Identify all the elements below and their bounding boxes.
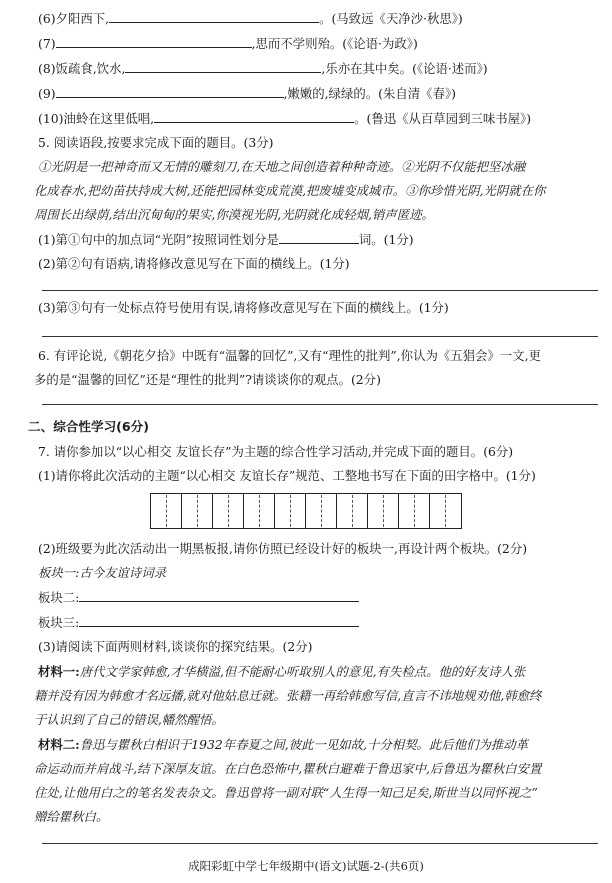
answer-blank[interactable] [79,612,359,627]
board-3 [38,612,598,634]
answer-line[interactable] [42,843,598,844]
material-2-text: 鲁迅与瞿秋白相识于1932年春夏之间,彼此一见如故,十分相契。此后他们为推动革 [79,737,529,752]
answer-blank[interactable] [154,108,354,123]
grid-cell[interactable] [182,494,213,528]
answer-blank[interactable] [56,33,252,48]
q5-title: 5. 阅读语段,按要求完成下面的题目。(3分) [38,135,274,150]
material-1-label: 材料一: [38,664,80,679]
q5-passage-line-1: ①光阴是一把神奇而又无情的雕刻刀,在天地之间创造着种种奇迹。②光阴不仅能把坚冰融 [38,159,526,174]
q5-sub-1 [38,229,598,251]
answer-blank[interactable] [109,8,319,23]
material-1-line-3: 于认识到了自己的错误,幡然醒悟。 [34,712,224,727]
answer-blank[interactable] [56,83,284,98]
q4-line-10 [38,108,598,130]
grid-cell[interactable] [306,494,337,528]
material-1-line-1 [38,661,598,683]
material-2-line-2: 命运动而并肩战斗,结下深厚友谊。在白色恐怖中,瞿秋白避难于鲁迅家中,后鲁迅为瞿秋白安置 [34,761,542,776]
q5-passage-line-2: 化成春水,把幼苗扶持成大树,还能把园林变成荒漠,把废墟变成城市。③你珍惜光阴,光阴就在你 [34,183,546,198]
q5-sub-2: (2)第②句有语病,请将修改意见写在下面的横线上。(1分) [38,256,350,271]
q4-8-suffix: ,乐亦在其中矣。(《论语·述而》) [321,61,488,76]
q4-10-suffix: 。(鲁迅《从百草园到三味书屋》) [354,111,532,126]
answer-blank[interactable] [125,58,321,73]
q4-6-prefix: (6)夕阳西下, [38,11,110,26]
q4-10-prefix: (10)油蛉在这里低唱, [38,111,155,126]
q4-7-prefix: (7) [38,36,56,51]
grid-cell[interactable] [368,494,399,528]
grid-cell[interactable] [399,494,430,528]
q4-7-suffix: ,思而不学则殆。(《论语·为政》) [251,36,418,51]
q4-8-prefix: (8)饭疏食,饮水, [38,61,126,76]
q4-line-7 [38,33,598,55]
board-3-label: 板块三: [38,615,80,630]
q7-sub-1: (1)请你将此次活动的主题“以心相交 友谊长存”规范、工整地书写在下面的田字格中。(1分) [38,468,536,483]
q7-sub-3: (3)请阅读下面两则材料,谈谈你的探究结果。(2分) [38,639,313,654]
grid-cell[interactable] [244,494,275,528]
material-2-label: 材料二: [38,737,80,752]
q7-title: 7. 请你参加以“以心相交 友谊长存”为主题的综合性学习活动,并完成下面的题目。(6分) [38,444,514,459]
q5-sub-3: (3)第③句有一处标点符号使用有误,请将修改意见写在下面的横线上。(1分) [38,300,449,315]
q4-line-6 [38,8,598,30]
grid-cell[interactable] [213,494,244,528]
q4-9-suffix: ,嫩嫩的,绿绿的。(朱自清《春》) [283,86,456,101]
tianzige-grid[interactable] [150,493,462,529]
q4-9-prefix: (9) [38,86,56,101]
q5-passage-line-3: 周围长出绿荫,结出沉甸甸的果实,你漠视光阴,光阴就化成轻烟,销声匿迹。 [34,207,434,222]
grid-cell[interactable] [430,494,461,528]
grid-cell[interactable] [337,494,368,528]
grid-cell[interactable] [275,494,306,528]
grid-cell[interactable] [151,494,182,528]
q5-1-text: (1)第①句中的加点词“光阴”按照词性划分是 [38,232,279,247]
answer-blank[interactable] [279,229,359,244]
page-footer: 成阳彩虹中学七年级期中(语文)试题-2-(共6页) [188,859,424,873]
answer-blank[interactable] [79,587,359,602]
board-2-label: 板块二: [38,590,80,605]
section-heading: 二、综合性学习(6分) [28,419,150,434]
board-2 [38,587,598,609]
material-2-line-3: 住处,让他用白之的笔名发表杂文。鲁迅曾将一副对联“人生得一知己足矣,斯世当以同怀视之” [34,785,538,800]
q4-line-9 [38,83,598,105]
q7-sub-2: (2)班级要为此次活动出一期黑板报,请你仿照已经设计好的板块一,再设计两个板块。(2分) [38,541,528,556]
answer-line[interactable] [42,336,598,337]
q4-line-8 [38,58,598,80]
q6-line-1: 6. 有评论说,《朝花夕拾》中既有“温馨的回忆”,又有“理性的批判”,你认为《五猖会》一文,更 [38,348,541,363]
material-2-line-1 [38,734,598,756]
answer-line[interactable] [42,290,598,291]
answer-line[interactable] [42,404,598,405]
board-1: 板块一:古今友谊诗词录 [38,565,167,580]
material-1-text: 唐代文学家韩愈,才华横溢,但不能耐心听取别人的意见,有失检点。他的好友诗人张 [79,664,526,679]
material-2-line-4: 赠给瞿秋白。 [34,809,109,824]
material-1-line-2: 籍并没有因为韩愈才名远播,就对他姑息迁就。张籍一再给韩愈写信,直言不讳地规劝他,韩愈终 [34,688,542,703]
q6-line-2: 多的是“温馨的回忆”还是“理性的批判”?请谈谈你的观点。(2分) [34,372,381,387]
q4-6-suffix: 。(马致远《天净沙·秋思》) [319,11,463,26]
q5-1-suffix: 词。(1分) [358,232,414,247]
